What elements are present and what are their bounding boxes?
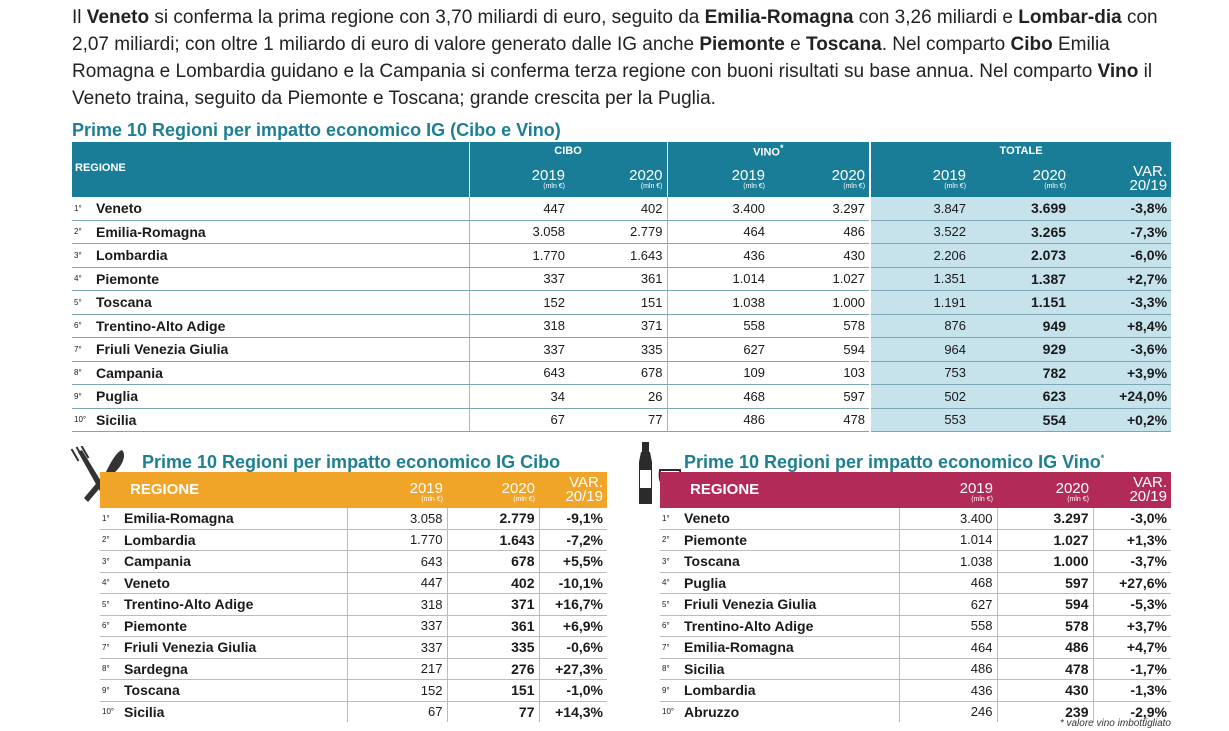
cibo-2020-cell: 77 [569,408,667,432]
col-header-var: VAR. 20/19 [1070,159,1171,197]
var-cell: +3,7% [1093,615,1171,637]
vino-col-header-2019: 2019 (mln €) [899,472,997,508]
value-2019-cell: 464 [899,637,997,659]
region-name-cell: Friuli Venezia Giulia [124,637,347,659]
var-cell: -7,2% [539,529,607,551]
value-2020-cell: 578 [997,615,1093,637]
rank-cell: 2° [72,220,96,244]
rank-cell: 8° [72,361,96,385]
value-2019-cell: 486 [899,658,997,680]
rank-cell: 1° [72,197,96,220]
table-row [72,197,1171,220]
region-name-cell: Sicilia [96,408,469,432]
totale-2019-cell: 753 [870,361,970,385]
main-regions-table [72,142,1171,432]
cibo-table-title: Prime 10 Regioni per impatto economico IG Cibo [142,452,561,472]
cibo-2020-cell: 335 [569,338,667,362]
totale-var-cell: +2,7% [1070,267,1171,291]
rank-cell: 2° [660,529,684,551]
region-name-cell: Friuli Venezia Giulia [684,594,899,616]
region-name-cell: Trentino-Alto Adige [124,594,347,616]
cibo-regions-table [100,472,607,722]
cibo-2019-cell: 67 [469,408,569,432]
rank-cell: 10° [102,707,115,717]
totale-2019-cell: 2.206 [870,244,970,268]
region-name-cell: Friuli Venezia Giulia [96,338,469,362]
table-row [660,551,1171,573]
vino-2020-cell: 486 [769,220,870,244]
value-2019-cell: 337 [347,615,447,637]
var-cell: +27,6% [1093,572,1171,594]
rank-cell: 6° [100,615,124,637]
cibo-2019-cell: 3.058 [469,220,569,244]
cibo-2020-cell: 26 [569,385,667,409]
table-row [660,615,1171,637]
value-2020-cell: 276 [447,658,539,680]
vino-2019-cell: 436 [667,244,769,268]
var-cell: -9,1% [539,508,607,529]
table-row [100,658,607,680]
cibo-2019-cell: 447 [469,197,569,220]
col-header-vino-2020: 2020 (mln €) [769,159,870,197]
region-name-cell: Toscana [96,291,469,315]
rank-cell: 4° [660,572,684,594]
rank-cell: 10° [662,707,675,717]
intro-highlight: Toscana [806,34,882,55]
region-name-cell: Veneto [684,508,899,529]
region-name-cell: Emilia-Romagna [96,220,469,244]
totale-var-cell: +0,2% [1070,408,1171,432]
group-header-totale: TOTALE [870,142,1171,159]
vino-2019-cell: 3.400 [667,197,769,220]
intro-highlight: Lombar-dia [1018,7,1122,28]
var-cell: +14,3% [539,701,607,722]
totale-2020-cell: 929 [970,338,1070,362]
intro-text: Il [72,7,87,28]
var-cell: -0,6% [539,637,607,659]
totale-2019-cell: 876 [870,314,970,338]
var-cell: +16,7% [539,594,607,616]
cibo-2019-cell: 1.770 [469,244,569,268]
totale-2020-cell: 3.699 [970,197,1070,220]
table-row [72,314,1171,338]
region-name-cell: Toscana [124,680,347,702]
col-header-tot-2020: 2020 (mln €) [970,159,1070,197]
value-2020-cell: 239 [997,701,1093,722]
col-header-vino-2019: 2019 (mln €) [667,159,769,197]
totale-var-cell: -7,3% [1070,220,1171,244]
rank-cell: 8° [660,658,684,680]
totale-2020-cell: 782 [970,361,1070,385]
totale-2020-cell: 1.151 [970,291,1070,315]
region-name-cell: Veneto [124,572,347,594]
table-row [100,637,607,659]
rank-cell: 4° [100,572,124,594]
value-2020-cell: 151 [447,680,539,702]
col-header-cibo-2020: 2020 (mln €) [569,159,667,197]
group-header-cibo: CIBO [469,142,667,159]
value-2019-cell: 217 [347,658,447,680]
region-name-cell: Toscana [684,551,899,573]
rank-cell: 5° [660,594,684,616]
value-2019-cell: 152 [347,680,447,702]
var-cell: -5,3% [1093,594,1171,616]
table-row [72,220,1171,244]
totale-2020-cell: 949 [970,314,1070,338]
col-header-cibo-2019: 2019 (mln €) [469,159,569,197]
intro-highlight: Piemonte [699,34,785,55]
value-2020-cell: 2.779 [447,508,539,529]
cibo-col-header-region: REGIONE [100,472,347,508]
value-2019-cell: 627 [899,594,997,616]
value-2020-cell: 430 [997,680,1093,702]
region-name-cell: Sardegna [124,658,347,680]
cibo-2020-cell: 151 [569,291,667,315]
cibo-2019-cell: 643 [469,361,569,385]
value-2019-cell: 246 [899,701,997,722]
vino-2019-cell: 1.038 [667,291,769,315]
vino-2020-cell: 478 [769,408,870,432]
rank-cell: 7° [100,637,124,659]
value-2020-cell: 478 [997,658,1093,680]
value-2020-cell: 3.297 [997,508,1093,529]
totale-2019-cell: 553 [870,408,970,432]
value-2020-cell: 1.643 [447,529,539,551]
region-name-cell: Trentino-Alto Adige [684,615,899,637]
rank-cell: 6° [72,314,96,338]
vino-2020-cell: 578 [769,314,870,338]
value-2019-cell: 643 [347,551,447,573]
rank-cell: 1° [660,508,684,529]
intro-text: Emilia Romagna e Lombardia guidano e la Campania si conferma terza regione con buoni risultati su base annua. Nel comparto [72,34,1110,82]
intro-text: e [784,34,806,55]
var-cell: -2,9% [1093,701,1171,722]
rank-cell: 10° [72,408,96,432]
vino-2020-cell: 430 [769,244,870,268]
value-2019-cell: 337 [347,637,447,659]
vino-2020-cell: 594 [769,338,870,362]
vino-col-header-var: VAR. 20/19 [1093,472,1171,508]
vino-col-header-2020: 2020 (mln €) [997,472,1093,508]
rank-cell: 8° [100,658,124,680]
rank-cell: 9° [100,680,124,702]
footnote: * valore vino imbottigliato [1059,718,1171,729]
var-cell: -3,0% [1093,508,1171,529]
rank-cell: 3° [100,551,124,573]
region-name-cell: Lombardia [684,680,899,702]
rank-cell: 3° [660,551,684,573]
var-cell: +4,7% [1093,637,1171,659]
cibo-2019-cell: 337 [469,267,569,291]
region-name-cell: Campania [96,361,469,385]
intro-highlight: Emilia-Romagna [704,7,854,28]
region-name-cell: Emilia-Romagna [124,508,347,529]
table-row [660,637,1171,659]
vino-table-title: Prime 10 Regioni per impatto economico IG Vino* [684,452,1105,472]
table-row [72,291,1171,315]
table-row [660,572,1171,594]
var-cell: -3,7% [1093,551,1171,573]
table-row [72,338,1171,362]
intro-highlight: Vino [1097,61,1139,82]
rank-cell: 4° [72,267,96,291]
cibo-col-header-2020: 2020 (mln €) [447,472,539,508]
region-name-cell: Piemonte [124,615,347,637]
region-name-cell: Piemonte [684,529,899,551]
table-row [660,594,1171,616]
region-name-cell: Trentino-Alto Adige [96,314,469,338]
vino-2019-cell: 468 [667,385,769,409]
value-2020-cell: 597 [997,572,1093,594]
region-name-cell: Piemonte [96,267,469,291]
table-row [100,680,607,702]
cibo-2019-cell: 34 [469,385,569,409]
table-row [100,615,607,637]
totale-var-cell: +8,4% [1070,314,1171,338]
totale-var-cell: -3,8% [1070,197,1171,220]
value-2019-cell: 3.058 [347,508,447,529]
table-row [100,572,607,594]
value-2019-cell: 67 [347,701,447,722]
intro-text: il Veneto traina, seguito da Piemonte e Toscana; grande crescita per la Puglia. [72,61,1153,109]
cibo-2019-cell: 337 [469,338,569,362]
group-header-vino: VINO* [667,142,870,159]
rank-cell: 5° [100,594,124,616]
value-2019-cell: 468 [899,572,997,594]
value-2020-cell: 77 [447,701,539,722]
vino-2020-cell: 3.297 [769,197,870,220]
value-2020-cell: 486 [997,637,1093,659]
value-2020-cell: 678 [447,551,539,573]
value-2019-cell: 447 [347,572,447,594]
main-table-title: Prime 10 Regioni per impatto economico IG (Cibo e Vino) [72,120,561,140]
var-cell: -1,7% [1093,658,1171,680]
vino-2019-cell: 627 [667,338,769,362]
region-name-cell: Sicilia [124,703,165,720]
rank-cell: 1° [100,508,124,529]
value-2020-cell: 1.000 [997,551,1093,573]
value-2019-cell: 1.014 [899,529,997,551]
totale-2020-cell: 3.265 [970,220,1070,244]
region-name-cell: Lombardia [124,529,347,551]
value-2019-cell: 558 [899,615,997,637]
value-2019-cell: 436 [899,680,997,702]
value-2019-cell: 318 [347,594,447,616]
totale-var-cell: -6,0% [1070,244,1171,268]
vino-regions-table [660,472,1171,722]
table-row [72,361,1171,385]
value-2020-cell: 371 [447,594,539,616]
table-row [100,701,607,722]
col-header-region: REGIONE [72,142,469,197]
value-2019-cell: 3.400 [899,508,997,529]
region-name-cell: Campania [124,551,347,573]
cibo-2019-cell: 152 [469,291,569,315]
intro-text: con 2,07 miliardi; con oltre 1 miliardo di euro di valore generato dalle IG anche [72,7,1158,55]
table-row [660,529,1171,551]
value-2020-cell: 594 [997,594,1093,616]
totale-2020-cell: 1.387 [970,267,1070,291]
vino-2020-cell: 597 [769,385,870,409]
totale-2019-cell: 1.351 [870,267,970,291]
cibo-col-header-var: VAR. 20/19 [539,472,607,508]
rank-cell: 5° [72,291,96,315]
col-header-tot-2019: 2019 (mln €) [870,159,970,197]
value-2020-cell: 402 [447,572,539,594]
var-cell: +1,3% [1093,529,1171,551]
region-name-cell: Abruzzo [684,703,740,720]
intro-highlight: Veneto [86,7,150,28]
value-2019-cell: 1.770 [347,529,447,551]
totale-2020-cell: 623 [970,385,1070,409]
rank-cell: 7° [660,637,684,659]
rank-cell: 3° [72,244,96,268]
totale-var-cell: +3,9% [1070,361,1171,385]
rank-cell: 2° [100,529,124,551]
cibo-2020-cell: 678 [569,361,667,385]
table-row [72,244,1171,268]
vino-2019-cell: 1.014 [667,267,769,291]
vino-2019-cell: 486 [667,408,769,432]
region-name-cell: Puglia [684,572,899,594]
vino-col-header-region: REGIONE [660,472,899,508]
totale-var-cell: -3,3% [1070,291,1171,315]
totale-2019-cell: 3.847 [870,197,970,220]
totale-2020-cell: 554 [970,408,1070,432]
region-name-cell: Puglia [96,385,469,409]
cibo-col-header-2019: 2019 (mln €) [347,472,447,508]
var-cell: -1,3% [1093,680,1171,702]
totale-2019-cell: 3.522 [870,220,970,244]
intro-highlight: Cibo [1010,34,1053,55]
table-row [72,385,1171,409]
region-name-cell: Lombardia [96,244,469,268]
vino-2019-cell: 464 [667,220,769,244]
var-cell: +5,5% [539,551,607,573]
cibo-2019-cell: 318 [469,314,569,338]
vino-2020-cell: 103 [769,361,870,385]
totale-2019-cell: 1.191 [870,291,970,315]
table-row [72,267,1171,291]
table-row [660,680,1171,702]
cibo-2020-cell: 402 [569,197,667,220]
intro-text: si conferma la prima regione con 3,70 miliardi di euro, seguito da [149,7,705,28]
vino-2019-cell: 109 [667,361,769,385]
table-row [660,658,1171,680]
region-name-cell: Sicilia [684,658,899,680]
totale-2019-cell: 964 [870,338,970,362]
totale-2019-cell: 502 [870,385,970,409]
region-name-cell: Emilia-Romagna [684,637,899,659]
value-2020-cell: 335 [447,637,539,659]
value-2020-cell: 361 [447,615,539,637]
table-row [100,529,607,551]
cibo-2020-cell: 2.779 [569,220,667,244]
totale-2020-cell: 2.073 [970,244,1070,268]
table-row [100,551,607,573]
rank-cell: 9° [72,385,96,409]
cibo-2020-cell: 1.643 [569,244,667,268]
vino-2020-cell: 1.027 [769,267,870,291]
totale-var-cell: +24,0% [1070,385,1171,409]
intro-text: . Nel comparto [881,34,1011,55]
table-row [660,508,1171,529]
var-cell: -1,0% [539,680,607,702]
totale-var-cell: -3,6% [1070,338,1171,362]
rank-cell: 9° [660,680,684,702]
vino-2020-cell: 1.000 [769,291,870,315]
intro-text: con 3,26 miliardi e [853,7,1019,28]
rank-cell: 6° [660,615,684,637]
table-row [100,594,607,616]
var-cell: +6,9% [539,615,607,637]
table-row [100,508,607,529]
value-2019-cell: 1.038 [899,551,997,573]
region-name-cell: Veneto [96,197,469,220]
rank-cell: 7° [72,338,96,362]
vino-2019-cell: 558 [667,314,769,338]
intro-paragraph [72,4,1172,112]
cibo-2020-cell: 361 [569,267,667,291]
table-row [72,408,1171,432]
value-2020-cell: 1.027 [997,529,1093,551]
cibo-2020-cell: 371 [569,314,667,338]
var-cell: +27,3% [539,658,607,680]
var-cell: -10,1% [539,572,607,594]
